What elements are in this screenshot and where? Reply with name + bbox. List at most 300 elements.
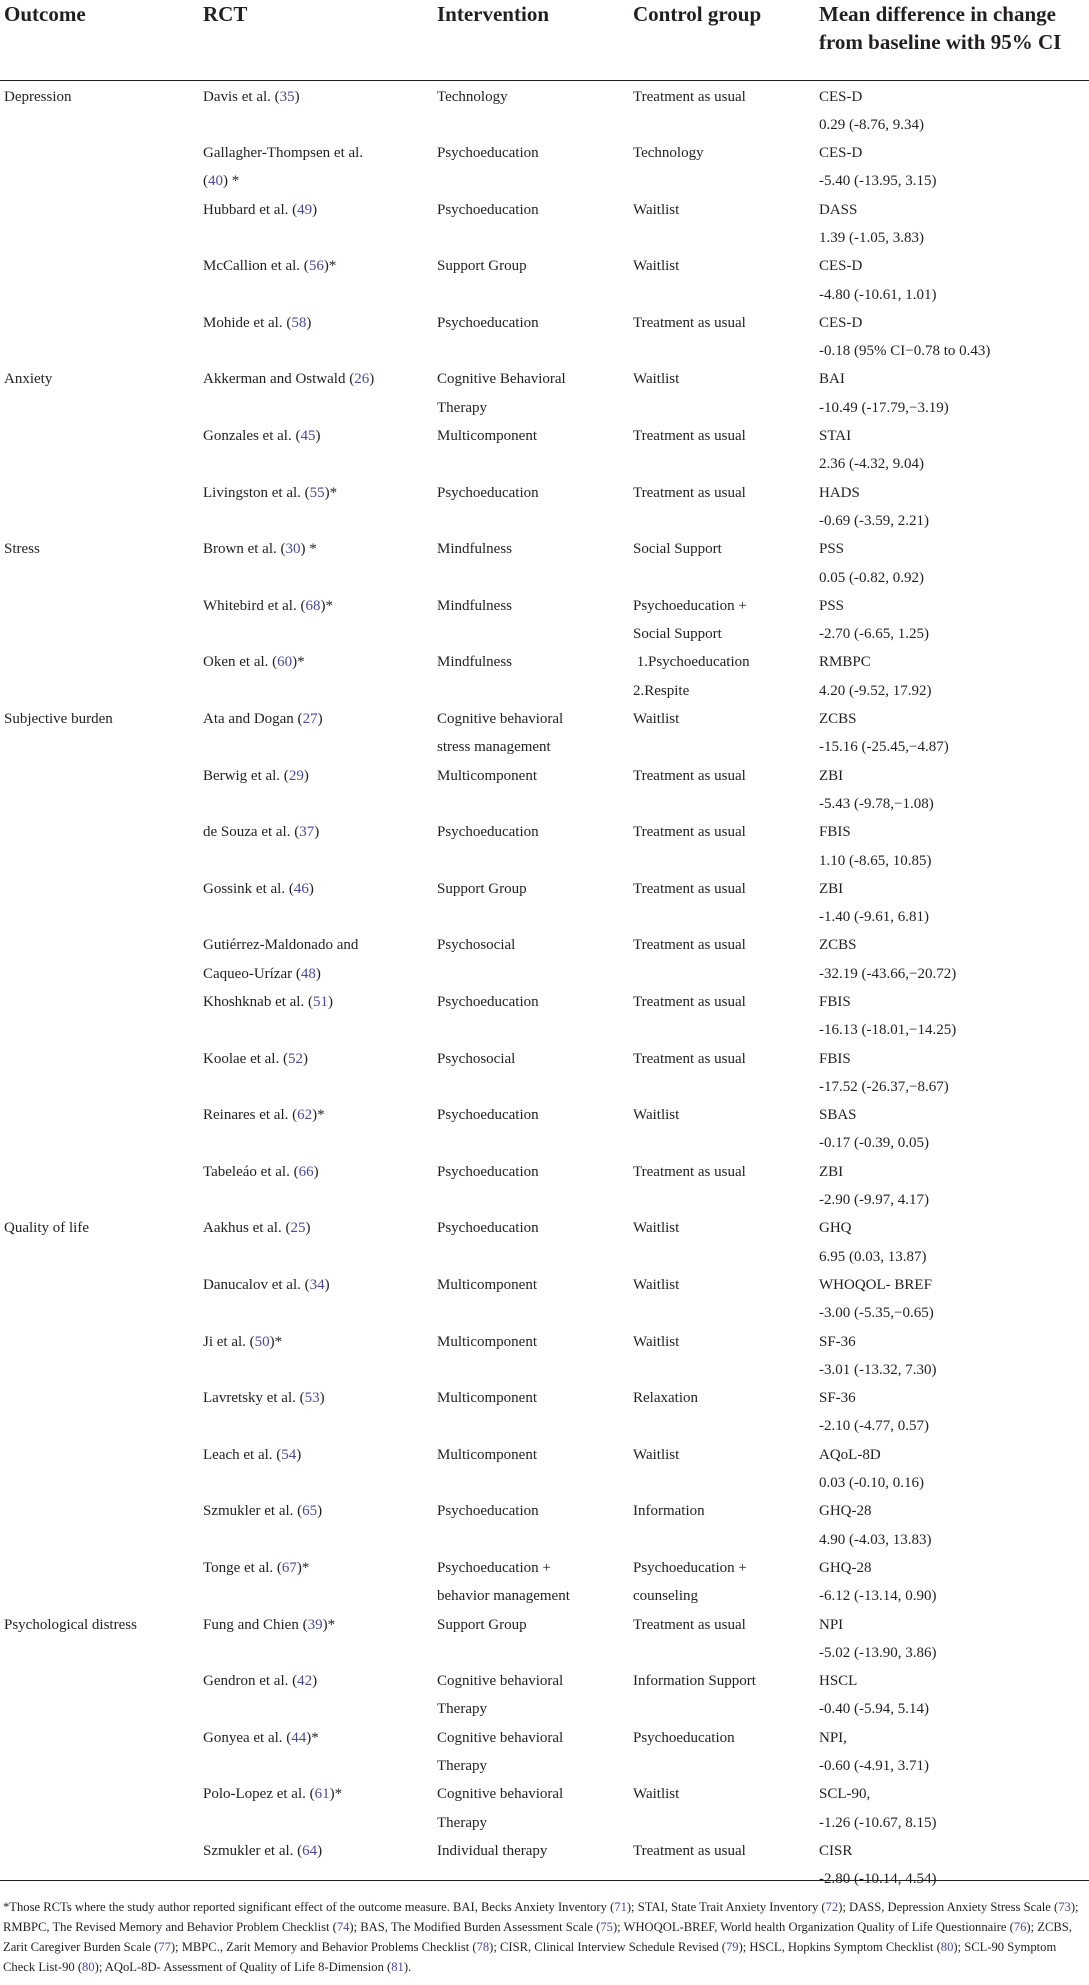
table-row — [0, 422, 1089, 479]
intervention-text: Mindfulness — [437, 597, 512, 614]
cell-intervention — [433, 1384, 631, 1441]
control-text: Relaxation — [633, 1390, 698, 1407]
cell-control-group — [631, 931, 816, 988]
mean-difference-value: -2.10 (-4.77, 0.57) — [819, 1418, 929, 1435]
outcome-measure: CES-D — [819, 145, 863, 162]
mean-difference-value: -10.49 (-17.79,−3.19) — [819, 399, 949, 416]
cell-mean-difference — [816, 648, 1089, 705]
cell-control-group — [631, 365, 816, 422]
cell-intervention — [433, 705, 631, 762]
cell-mean-difference — [816, 1611, 1089, 1668]
mean-difference-value: -0.40 (-5.94, 5.14) — [819, 1701, 929, 1718]
mean-difference-value: -0.69 (-3.59, 2.21) — [819, 512, 929, 529]
reference-link[interactable]: 30 — [285, 541, 301, 558]
outcome-measure: GHQ — [819, 1220, 852, 1237]
cell-mean-difference — [816, 875, 1089, 932]
cell-control-group — [631, 422, 816, 479]
cell-rct — [198, 1384, 433, 1441]
rct-text: Davis et al. ( — [203, 88, 280, 105]
footnote-text: ); WHOQOL-BREF, World health Organization Quality of Life Questionnaire ( — [612, 1920, 1014, 1934]
cell-rct — [198, 309, 433, 366]
control-text: Waitlist — [633, 1786, 680, 1803]
reference-link[interactable]: 39 — [307, 1616, 323, 1633]
footnote-text: ); BAS, The Modified Burden Assessment Scale ( — [349, 1920, 601, 1934]
reference-link[interactable]: 37 — [299, 824, 315, 841]
rct-text: Lavretsky et al. ( — [203, 1390, 305, 1407]
cell-control-group — [631, 1441, 816, 1498]
cell-control-group — [631, 252, 816, 309]
rct-text: ) — [302, 1050, 308, 1067]
table-row — [0, 875, 1089, 932]
table-row — [0, 1101, 1089, 1158]
rct-text: Ata and Dogan ( — [203, 711, 303, 728]
cell-intervention — [433, 139, 631, 196]
cell-outcome — [0, 1724, 198, 1781]
cell-control-group — [631, 309, 816, 366]
mean-difference-value: -1.26 (-10.67, 8.15) — [819, 1814, 937, 1831]
cell-rct — [198, 1667, 433, 1724]
cell-intervention — [433, 592, 631, 649]
control-text: Information — [633, 1503, 705, 1520]
table-row — [0, 648, 1089, 705]
reference-link[interactable]: 46 — [293, 880, 309, 897]
rct-text: ) — [305, 1220, 311, 1237]
cell-mean-difference — [816, 80, 1089, 139]
cell-outcome: Anxiety — [4, 371, 53, 388]
cell-rct — [198, 1101, 433, 1158]
mean-difference-value: -6.12 (-13.14, 0.90) — [819, 1588, 937, 1605]
cell-intervention — [433, 762, 631, 819]
control-text: Waitlist — [633, 711, 680, 728]
outcome-measure: CES-D — [819, 314, 863, 331]
cell-outcome — [0, 592, 198, 649]
reference-link[interactable]: 60 — [277, 654, 293, 671]
cell-mean-difference — [816, 1271, 1089, 1328]
rct-text: Koolae et al. ( — [203, 1050, 288, 1067]
control-text: Treatment as usual — [633, 767, 746, 784]
footnote-reference-link[interactable]: 75 — [600, 1920, 613, 1934]
reference-link[interactable]: 40 — [208, 173, 223, 190]
control-text: counseling — [633, 1588, 698, 1605]
reference-link[interactable]: 42 — [297, 1673, 313, 1690]
rct-text: ) — [369, 371, 375, 388]
outcome-measure: PSS — [819, 597, 845, 614]
rct-text: ) — [312, 1673, 318, 1690]
cell-outcome — [0, 818, 198, 875]
intervention-text: Psychoeducation — [437, 201, 539, 218]
outcome-measure: SCL-90, — [819, 1786, 871, 1803]
cell-rct — [198, 1045, 433, 1102]
control-text: Treatment as usual — [633, 314, 746, 331]
mean-difference-value: -5.43 (-9.78,−1.08) — [819, 795, 934, 812]
control-text: Treatment as usual — [633, 88, 746, 105]
rct-text: ) — [306, 314, 312, 331]
header-rct: RCT — [198, 0, 433, 80]
cell-intervention — [433, 875, 631, 932]
footnote-reference-link[interactable]: 71 — [614, 1900, 627, 1914]
cell-mean-difference — [816, 479, 1089, 536]
cell-rct — [198, 80, 433, 139]
footnote-reference-link[interactable]: 76 — [1013, 1920, 1027, 1934]
cell-rct — [198, 1441, 433, 1498]
reference-link[interactable]: 25 — [290, 1220, 306, 1237]
intervention-text: Therapy — [437, 1758, 487, 1775]
mean-difference-value: 0.29 (-8.76, 9.34) — [819, 116, 924, 133]
intervention-text: Psychoeducation — [437, 1163, 539, 1180]
rct-text: Gutiérrez-Maldonado and — [203, 937, 359, 954]
control-text: Treatment as usual — [633, 994, 746, 1010]
mean-difference-value: -0.18 (95% CI−0.78 to 0.43) — [819, 343, 991, 360]
cell-control-group — [631, 1328, 816, 1385]
cell-rct — [198, 1328, 433, 1385]
footnote-reference-link[interactable]: 74 — [336, 1920, 350, 1934]
reference-link[interactable]: 29 — [288, 767, 304, 784]
cell-control-group — [631, 988, 816, 1045]
outcome-measure: STAI — [819, 428, 852, 445]
reference-link[interactable]: 44 — [291, 1729, 307, 1746]
cell-control-group — [631, 1497, 816, 1554]
table-row — [0, 1384, 1089, 1441]
cell-control-group — [631, 1101, 816, 1158]
rct-text: ) — [317, 1503, 323, 1520]
control-text: 1.Psychoeducation — [633, 654, 750, 671]
control-text: Technology — [633, 145, 704, 162]
cell-mean-difference — [816, 1328, 1089, 1385]
table-row — [0, 1271, 1089, 1328]
mean-difference-value: 1.39 (-1.05, 3.83) — [819, 229, 924, 246]
mean-difference-value: -5.40 (-13.95, 3.15) — [819, 173, 937, 190]
rct-text: Tonge et al. ( — [203, 1559, 282, 1576]
footnote-text: ); SCL-90 Symptom Check List-90 ( — [3, 1940, 1057, 1974]
cell-rct — [198, 1497, 433, 1554]
header-row — [0, 0, 1089, 80]
rct-text: )* — [323, 258, 337, 275]
cell-mean-difference — [816, 1554, 1089, 1611]
rct-text: Aakhus et al. ( — [203, 1220, 291, 1237]
cell-rct — [198, 818, 433, 875]
rct-text: Gallagher-Thompsen et al. — [203, 145, 364, 162]
reference-link[interactable]: 58 — [291, 314, 307, 331]
table-row — [0, 1441, 1089, 1498]
cell-intervention — [433, 80, 631, 139]
outcome-measure: GHQ-28 — [819, 1503, 872, 1520]
reference-link[interactable]: 52 — [287, 1050, 303, 1067]
reference-link[interactable]: 45 — [300, 428, 316, 445]
cell-intervention — [433, 535, 631, 592]
reference-link[interactable]: 61 — [314, 1786, 330, 1803]
rct-text: Mohide et al. ( — [203, 314, 292, 331]
cell-outcome — [0, 1554, 198, 1611]
rct-text: ) — [315, 965, 321, 982]
cell-mean-difference — [816, 988, 1089, 1045]
footnote-reference-link[interactable]: 80 — [82, 1960, 95, 1974]
cell-control-group — [631, 1611, 816, 1668]
reference-link[interactable]: 49 — [297, 201, 313, 218]
footnote-text: ); HSCL, Hopkins Symptom Checklist ( — [738, 1940, 941, 1954]
control-text: Waitlist — [633, 1333, 680, 1350]
mean-difference-value: -32.19 (-43.66,−20.72) — [819, 965, 957, 982]
cell-control-group — [631, 818, 816, 875]
table-row — [0, 252, 1089, 309]
rct-text: ) — [324, 1276, 330, 1293]
rct-text: ) — [296, 1446, 302, 1463]
outcome-measure: AQoL-8D — [819, 1446, 881, 1463]
rct-text: Fung and Chien ( — [203, 1616, 308, 1633]
cell-outcome — [0, 139, 198, 196]
cell-intervention — [433, 1780, 631, 1837]
reference-link[interactable]: 67 — [281, 1559, 297, 1576]
rct-text: )* — [306, 1729, 319, 1746]
header-mean-difference-line-2: from baseline with 95% CI — [819, 30, 1062, 54]
cell-rct — [198, 365, 433, 422]
cell-control-group — [631, 1158, 816, 1215]
cell-control-group — [631, 592, 816, 649]
table-row — [0, 1214, 1089, 1271]
outcome-measure: NPI, — [819, 1729, 847, 1746]
intervention-text: Psychoeducation — [437, 1107, 539, 1124]
control-text: Psychoeducation — [633, 1729, 735, 1746]
cell-intervention — [433, 931, 631, 988]
cell-control-group — [631, 1780, 816, 1837]
intervention-text: Support Group — [437, 1616, 527, 1633]
mean-difference-value: -4.80 (-10.61, 1.01) — [819, 286, 937, 303]
table-row — [0, 309, 1089, 366]
footnote-text: ). — [403, 1960, 412, 1974]
reference-link[interactable]: 48 — [300, 965, 316, 982]
rct-text: ( — [203, 173, 208, 190]
intervention-text: Multicomponent — [437, 1390, 537, 1407]
cell-intervention — [433, 988, 631, 1045]
cell-intervention — [433, 1328, 631, 1385]
intervention-text: Psychosocial — [437, 1050, 516, 1067]
intervention-text: Cognitive behavioral — [437, 1786, 564, 1803]
cell-outcome — [0, 196, 198, 253]
outcome-measure: DASS — [819, 201, 858, 218]
rct-text: Akkerman and Ostwald ( — [203, 371, 355, 388]
cell-outcome — [0, 875, 198, 932]
reference-link[interactable]: 56 — [308, 258, 324, 275]
reference-link[interactable]: 54 — [281, 1446, 297, 1463]
cell-intervention — [433, 1554, 631, 1611]
table-row — [0, 988, 1089, 1045]
outcome-measure: RMBPC — [819, 654, 871, 671]
cell-intervention — [433, 196, 631, 253]
mean-difference-value: 4.90 (-4.03, 13.83) — [819, 1531, 932, 1548]
cell-outcome — [0, 479, 198, 536]
cell-rct — [198, 1271, 433, 1328]
rct-text: Szmukler et al. ( — [203, 1503, 303, 1520]
mean-difference-value: 0.03 (-0.10, 0.16) — [819, 1475, 924, 1492]
cell-control-group — [631, 762, 816, 819]
cell-mean-difference — [816, 365, 1089, 422]
cell-intervention — [433, 818, 631, 875]
cell-mean-difference — [816, 762, 1089, 819]
control-text: Social Support — [633, 626, 722, 643]
rct-text: ) — [294, 88, 300, 105]
rct-text: ) — [317, 1842, 323, 1859]
mean-difference-value: -0.60 (-4.91, 3.71) — [819, 1758, 929, 1775]
cell-intervention — [433, 1271, 631, 1328]
cell-outcome — [0, 1045, 198, 1102]
rct-text: Ji et al. ( — [203, 1333, 255, 1350]
cell-control-group — [631, 1214, 816, 1271]
table-row — [0, 139, 1089, 196]
mean-difference-value: 6.95 (0.03, 13.87) — [819, 1248, 927, 1265]
cell-mean-difference — [816, 1384, 1089, 1441]
table-row — [0, 1780, 1089, 1837]
reference-link[interactable]: 35 — [279, 88, 295, 105]
intervention-text: Mindfulness — [437, 654, 512, 671]
cell-mean-difference — [816, 1158, 1089, 1215]
reference-link[interactable]: 66 — [298, 1163, 314, 1180]
table-row — [0, 1724, 1089, 1781]
reference-link[interactable]: 64 — [302, 1842, 318, 1859]
intervention-text: Psychoeducation — [437, 314, 539, 331]
outcome-measure: NPI — [819, 1616, 844, 1633]
table-row — [0, 1611, 1089, 1668]
footnote-text: ); MBPC., Zarit Memory and Behavior Problems Checklist ( — [170, 1940, 477, 1954]
mean-difference-value: -15.16 (-25.45,−4.87) — [819, 739, 949, 756]
cell-control-group — [631, 1724, 816, 1781]
footnote-reference-link[interactable]: 81 — [391, 1960, 404, 1974]
control-text: Psychoeducation + — [633, 597, 747, 614]
table-row — [0, 931, 1089, 988]
cell-outcome — [0, 1271, 198, 1328]
control-text: Information Support — [633, 1673, 756, 1690]
intervention-text: Psychoeducation — [437, 994, 539, 1010]
cell-rct — [198, 648, 433, 705]
rct-text: ) — [317, 711, 323, 728]
control-text: Treatment as usual — [633, 824, 746, 841]
mean-difference-value: 2.36 (-4.32, 9.04) — [819, 456, 924, 473]
intervention-text: Psychoeducation — [437, 824, 539, 841]
rct-text: Reinares et al. ( — [203, 1107, 298, 1124]
intervention-text: Therapy — [437, 1814, 487, 1831]
cell-rct — [198, 1611, 433, 1668]
reference-link[interactable]: 68 — [305, 597, 321, 614]
cell-outcome — [0, 988, 198, 1045]
mean-difference-value: -2.70 (-6.65, 1.25) — [819, 626, 929, 643]
footnote-reference-link[interactable]: 77 — [158, 1940, 171, 1954]
cell-control-group — [631, 1554, 816, 1611]
rct-text: Polo-Lopez et al. ( — [203, 1786, 315, 1803]
cell-intervention — [433, 1667, 631, 1724]
reference-link[interactable]: 51 — [312, 994, 328, 1010]
cell-mean-difference — [816, 1214, 1089, 1271]
cell-outcome: Subjective burden — [4, 711, 113, 728]
cell-control-group — [631, 648, 816, 705]
control-text: Psychoeducation + — [633, 1559, 747, 1576]
cell-rct — [198, 1158, 433, 1215]
footnote-reference-link[interactable]: 73 — [1058, 1900, 1071, 1914]
cell-intervention — [433, 309, 631, 366]
outcome-measure: SF-36 — [819, 1390, 856, 1407]
cell-intervention — [433, 648, 631, 705]
rct-text: Whitebird et al. ( — [203, 597, 306, 614]
rct-text: )* — [296, 1559, 310, 1576]
footnote-reference-link[interactable]: 72 — [825, 1900, 839, 1914]
rct-text: Gonyea et al. ( — [203, 1729, 292, 1746]
table-row — [0, 1497, 1089, 1554]
rct-text: )* — [322, 1616, 336, 1633]
cell-outcome — [0, 1780, 198, 1837]
outcome-measure: CES-D — [819, 258, 863, 275]
cell-mean-difference — [816, 1045, 1089, 1102]
header-mean-difference — [816, 0, 1089, 80]
cell-mean-difference — [816, 1101, 1089, 1158]
rct-text: )* — [292, 654, 305, 671]
cell-mean-difference — [816, 931, 1089, 988]
cell-outcome — [0, 309, 198, 366]
cell-mean-difference — [816, 139, 1089, 196]
footnote-text: ); CISR, Clinical Interview Schedule Revised ( — [489, 1940, 726, 1954]
footnote-text: ); ZCBS, Zarit Caregiver Burden Scale ( — [3, 1920, 1072, 1954]
cell-rct — [198, 592, 433, 649]
cell-outcome: Psychological distress — [4, 1616, 137, 1633]
cell-control-group — [631, 1271, 816, 1328]
reference-link[interactable]: 27 — [302, 711, 318, 728]
cell-rct — [198, 988, 433, 1045]
cell-rct — [198, 1554, 433, 1611]
footnote-reference-link[interactable]: 78 — [476, 1940, 490, 1954]
footnote-reference-link[interactable]: 79 — [725, 1940, 739, 1954]
reference-link[interactable]: 50 — [254, 1333, 270, 1350]
mean-difference-value: -2.80 (-10.14, 4.54) — [819, 1871, 937, 1888]
control-text: Treatment as usual — [633, 1163, 746, 1180]
control-text: Waitlist — [633, 201, 680, 218]
cell-outcome — [0, 422, 198, 479]
rct-text: )* — [269, 1333, 283, 1350]
table-row — [0, 1667, 1089, 1724]
reference-link[interactable]: 26 — [354, 371, 370, 388]
reference-link[interactable]: 55 — [309, 484, 325, 501]
footnote-text: ); STAI, State Trait Anxiety Inventory ( — [626, 1900, 826, 1914]
reference-link[interactable]: 34 — [309, 1276, 325, 1293]
intervention-text: Psychoeducation — [437, 145, 539, 162]
cell-mean-difference — [816, 592, 1089, 649]
footnote-text: ); AQoL-8D- Assessment of Quality of Life 8-Dimension ( — [94, 1960, 392, 1974]
outcome-measure: FBIS — [819, 824, 851, 841]
cell-rct — [198, 422, 433, 479]
outcome-measure: ZCBS — [819, 937, 857, 954]
control-text: Treatment as usual — [633, 484, 746, 501]
mean-difference-value: -16.13 (-18.01,−14.25) — [819, 1022, 957, 1039]
cell-control-group — [631, 479, 816, 536]
cell-rct — [198, 196, 433, 253]
intervention-text: Psychosocial — [437, 937, 516, 954]
footnote-reference-link[interactable]: 80 — [940, 1940, 954, 1954]
outcome-measure: SF-36 — [819, 1333, 856, 1350]
intervention-text: Multicomponent — [437, 767, 537, 784]
cell-outcome — [0, 1441, 198, 1498]
cell-rct — [198, 1780, 433, 1837]
reference-link[interactable]: 62 — [297, 1107, 313, 1124]
intervention-text: Cognitive behavioral — [437, 711, 564, 728]
cell-control-group — [631, 196, 816, 253]
intervention-text: Technology — [437, 88, 508, 105]
outcome-measure: GHQ-28 — [819, 1559, 872, 1576]
rct-text: Hubbard et al. ( — [203, 201, 298, 218]
rct-text: Oken et al. ( — [203, 654, 278, 671]
reference-link[interactable]: 53 — [304, 1390, 320, 1407]
reference-link[interactable]: 65 — [302, 1503, 318, 1520]
rct-text: ) — [319, 1390, 325, 1407]
cell-mean-difference — [816, 1441, 1089, 1498]
cell-mean-difference — [816, 196, 1089, 253]
rct-text: Gonzales et al. ( — [203, 428, 301, 445]
control-text: Waitlist — [633, 1446, 680, 1463]
control-text: Waitlist — [633, 1107, 680, 1124]
